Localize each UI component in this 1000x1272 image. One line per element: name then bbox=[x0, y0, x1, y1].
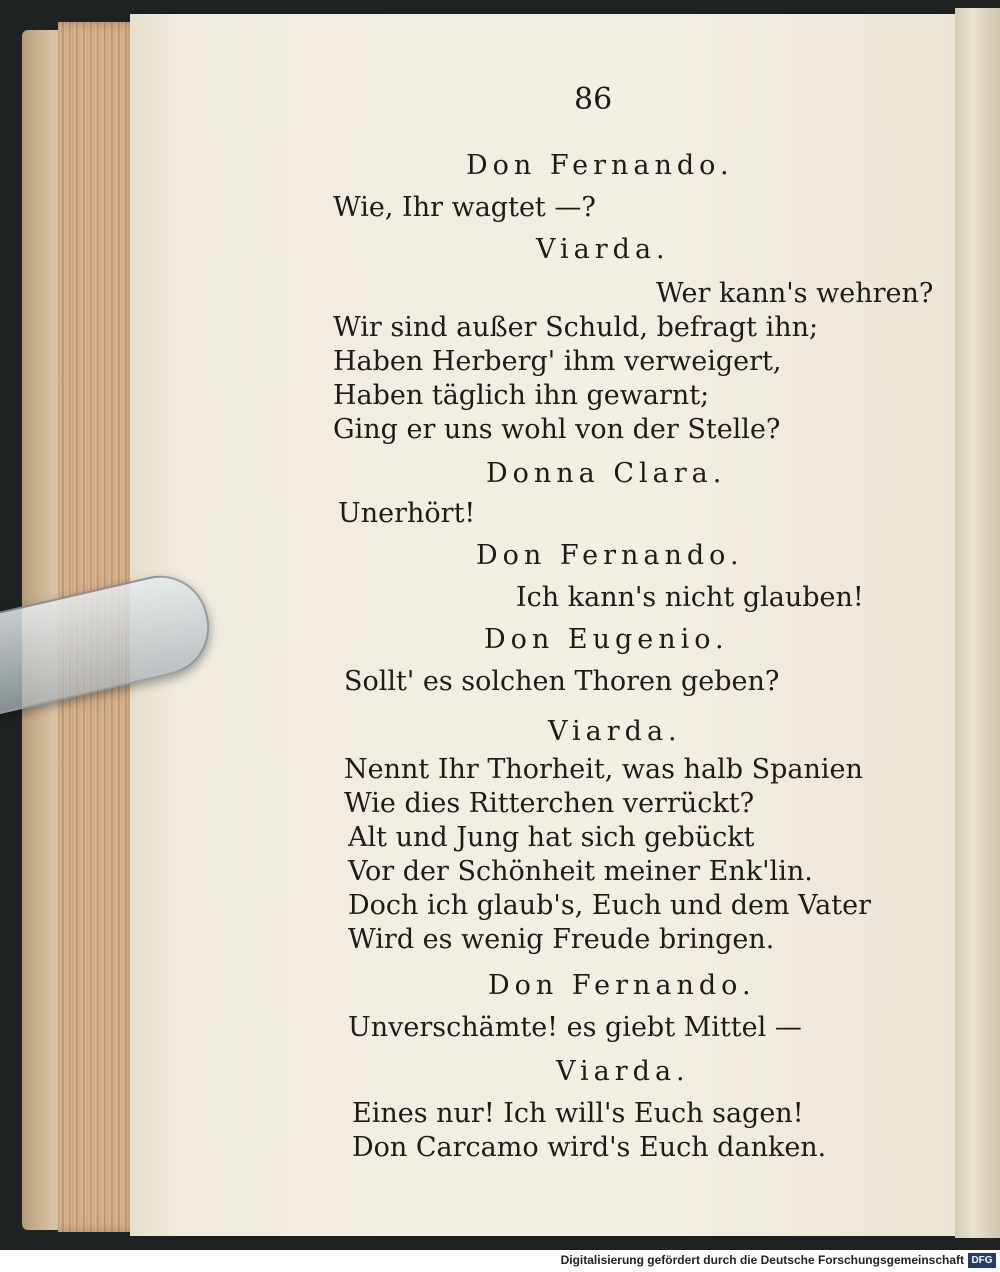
speaker-viarda: Viarda. bbox=[536, 234, 670, 265]
speaker-don-fernando: Don Fernando. bbox=[488, 970, 756, 1001]
footer-credit: Digitalisierung gefördert durch die Deutsche Forschungsgemeinschaft bbox=[560, 1253, 964, 1267]
page-number: 86 bbox=[574, 82, 613, 117]
verse-line: Haben Herberg' ihm verweigert, bbox=[333, 346, 782, 377]
speaker-viarda: Viarda. bbox=[548, 716, 682, 747]
verse-line: Unerhört! bbox=[338, 498, 476, 529]
speaker-don-fernando: Don Fernando. bbox=[466, 150, 734, 181]
verse-line: Ich kann's nicht glauben! bbox=[516, 582, 864, 613]
verse-line: Sollt' es solchen Thoren geben? bbox=[344, 666, 780, 697]
footer-bar bbox=[0, 1250, 1000, 1272]
verse-line: Haben täglich ihn gewarnt; bbox=[333, 380, 710, 411]
facing-page bbox=[955, 8, 1000, 1238]
speaker-don-eugenio: Don Eugenio. bbox=[484, 624, 729, 655]
verse-line: Wer kann's wehren? bbox=[656, 278, 934, 309]
dfg-logo: DFG bbox=[968, 1253, 996, 1268]
speaker-don-fernando: Don Fernando. bbox=[476, 540, 744, 571]
speaker-viarda: Viarda. bbox=[556, 1056, 690, 1087]
verse-line: Wird es wenig Freude bringen. bbox=[348, 924, 775, 955]
verse-line: Alt und Jung hat sich gebückt bbox=[348, 822, 755, 853]
verse-line: Doch ich glaub's, Euch und dem Vater bbox=[348, 890, 871, 921]
verse-line: Don Carcamo wird's Euch danken. bbox=[352, 1132, 827, 1163]
verse-line: Nennt Ihr Thorheit, was halb Spanien bbox=[344, 754, 863, 785]
verse-line: Ging er uns wohl von der Stelle? bbox=[333, 414, 781, 445]
verse-line: Wie dies Ritterchen verrückt? bbox=[344, 788, 755, 819]
speaker-donna-clara: Donna Clara. bbox=[486, 458, 727, 489]
verse-line: Vor der Schönheit meiner Enk'lin. bbox=[348, 856, 813, 887]
verse-line: Unverschämte! es giebt Mittel — bbox=[348, 1012, 802, 1043]
verse-line: Wir sind außer Schuld, befragt ihn; bbox=[333, 312, 819, 343]
verse-line: Wie, Ihr wagtet —? bbox=[333, 192, 596, 223]
verse-line: Eines nur! Ich will's Euch sagen! bbox=[352, 1098, 804, 1129]
